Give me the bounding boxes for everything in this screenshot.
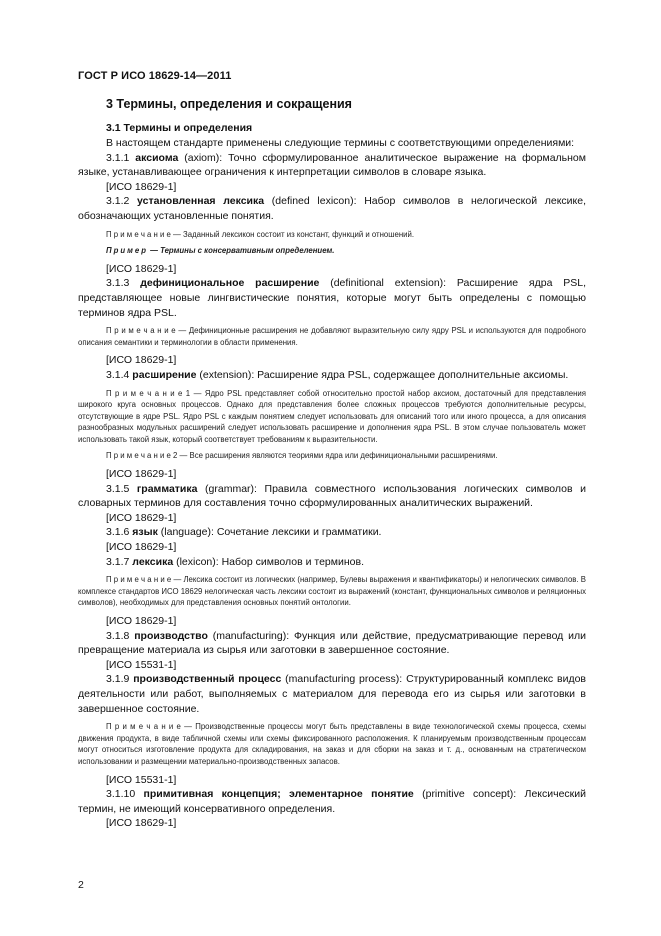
- term-reference: [ИСО 18629-1]: [106, 180, 177, 193]
- term-number: 3.1.6: [106, 526, 130, 539]
- term-name: грамматика: [136, 482, 198, 495]
- term-number: 3.1.5: [106, 482, 130, 495]
- term-definition: (manufacturing): Функция или действие, предусматривающие перевод или превращение материала из сырья или заготовки в завершенное состояние.: [78, 629, 586, 657]
- note-text: — Лексика состоит из логических (например, Булевы выражения и квантификаторы) и нелогических символов. В комплексе стандартов ИСО 18629 нелогическая часть лексики состоит из выражений (констант, функциональных символов и реляционных символов), необходимых для представления основных понятий онтологии.: [78, 575, 586, 608]
- note-text: — Производственные процессы могут быть представлены в виде технологической схемы процесса, схемы движения продукта, в виде табличной схемы или схемы фиксированного расположения. К планируемым производственным процессам могут относиться изготовление продукта для складирования, на заказ и для сборки на заказ и т. д., основанным на стратегическом использовании и размещении материально-производственных запасов.: [78, 722, 586, 766]
- term-reference: [ИСО 18629-1]: [106, 354, 177, 367]
- term-entry: [78, 151, 586, 180]
- term-reference: [ИСО 18629-1]: [106, 262, 177, 275]
- intro-paragraph: В настоящем стандарте применены следующие термины с соответствующими определениями:: [106, 137, 575, 149]
- term-reference: [ИСО 15531-1]: [106, 658, 177, 671]
- note-text: — Дефиниционные расширения не добавляют выразительную силу ядру PSL и используются для подробного описания семантики и терминологии в области применения.: [78, 326, 586, 347]
- term-entry: [78, 629, 586, 658]
- term-note: [78, 574, 586, 609]
- subsection-title: 3.1 Термины и определения: [106, 122, 253, 134]
- term-note-2: [78, 450, 586, 462]
- term-number: 3.1.3: [106, 277, 130, 290]
- term-reference: [ИСО 18629-1]: [106, 511, 177, 524]
- note-label: П р и м е ч а н и е 2: [106, 451, 178, 461]
- term-number: 3.1.7: [106, 555, 130, 568]
- term-definition: (extension): Расширение ядра PSL, содержащее дополнительные аксиомы.: [196, 368, 569, 381]
- note-label: П р и м е ч а н и е: [106, 326, 176, 336]
- term-note: [78, 229, 586, 241]
- note-text: — Ядро PSL представляет собой относительно простой набор аксиом, достаточный для представления широкого круга основных процессов. Однако для представления более сложных процессов требуются дополнительные ресурсы, отсутствующие в ядре PSL. Ядро PSL с каждым понятием следует использовать для описаний того или иного процесса, а для описания разнообразных модульных расширений следует использовать расширение и дополнения ядра PSL. В этом случае пользователь может использовать такой язык, который соответствует требованиям к выразительности.: [78, 388, 587, 444]
- note-label: П р и м е ч а н и е: [106, 722, 181, 732]
- term-number: 3.1.9: [106, 673, 130, 686]
- note-text: — Все расширения являются теориями ядра или дефинициональными расширениями.: [177, 451, 498, 461]
- example-label: Пример: [106, 246, 148, 256]
- term-entry: [78, 482, 586, 511]
- term-example: [78, 245, 586, 257]
- term-number: 3.1.2: [106, 195, 130, 208]
- term-definition: (lexicon): Набор символов и терминов.: [173, 555, 364, 568]
- term-entry: [78, 276, 586, 320]
- note-label: П р и м е ч а н и е: [106, 575, 172, 585]
- term-entry: [78, 787, 586, 816]
- example-text: — Термины с консервативным определением.: [148, 246, 335, 256]
- note-label: П р и м е ч а н и е: [106, 229, 171, 239]
- term-reference: [ИСО 18629-1]: [106, 817, 177, 830]
- term-entry: [78, 672, 586, 716]
- term-name: расширение: [132, 368, 197, 381]
- page-number: 2: [78, 879, 84, 891]
- term-reference: [ИСО 18629-1]: [106, 615, 177, 627]
- term-definition: (language): Сочетание лексики и грамматики.: [157, 526, 382, 539]
- term-definition: (primitive concept): Лексический термин, не имеющий консервативного определения.: [78, 788, 586, 815]
- term-entry: [78, 194, 586, 223]
- term-name: примитивная концепция; элементарное понятие: [143, 788, 414, 801]
- term-entry: [78, 555, 586, 570]
- term-reference: [ИСО 18629-1]: [106, 468, 177, 481]
- term-reference: [ИСО 18629-1]: [106, 541, 177, 554]
- term-definition: (grammar): Правила совместного использования логических символов и словарных терминов для составления точно сформулированных аналитических выражений.: [78, 482, 586, 510]
- term-name: дефинициональное расширение: [140, 277, 320, 290]
- note-text: — Заданный лексикон состоит из констант, функций и отношений.: [170, 229, 415, 239]
- term-definition: (defined lexicon): Набор символов в нелогической лексике, обозначающих установленные понятия.: [78, 195, 586, 222]
- term-name: язык: [132, 526, 158, 539]
- term-name: установленная лексика: [137, 195, 265, 208]
- term-number: 3.1.1: [106, 151, 130, 164]
- term-note-1: [78, 388, 586, 446]
- term-number: 3.1.8: [106, 629, 130, 642]
- term-entry: [78, 525, 586, 540]
- term-note: [78, 721, 586, 767]
- term-reference: [ИСО 15531-1]: [106, 773, 177, 786]
- term-name: производство: [134, 629, 208, 642]
- term-name: лексика: [132, 555, 174, 568]
- term-note: [78, 325, 586, 348]
- term-number: 3.1.4: [106, 368, 130, 381]
- term-entry: [78, 368, 586, 383]
- document-body: [78, 96, 586, 831]
- term-number: 3.1.10: [106, 788, 136, 801]
- term-name: аксиома: [135, 151, 179, 164]
- term-definition: (axiom): Точно сформулированное аналитическое выражение на формальном языке, устанавливающее ограничения к интерпретации символов в словаре языка.: [78, 151, 586, 179]
- note-label: П р и м е ч а н и е 1: [106, 388, 191, 398]
- term-definition: (manufacturing process): Структурированный комплекс видов деятельности или работ, выполняемых с материалом для перевода его из сырья или заготовки в завершенное состояние.: [78, 673, 586, 715]
- section-title: 3 Термины, определения и сокращения: [106, 97, 352, 111]
- document-header: ГОСТ Р ИСО 18629-14—2011: [78, 70, 232, 82]
- term-name: производственный процесс: [133, 673, 282, 686]
- term-definition: (definitional extension): Расширение ядра PSL, представляющее новые лингвистические понятия, которые могут быть определены с помощью терминов ядра PSL.: [78, 277, 587, 319]
